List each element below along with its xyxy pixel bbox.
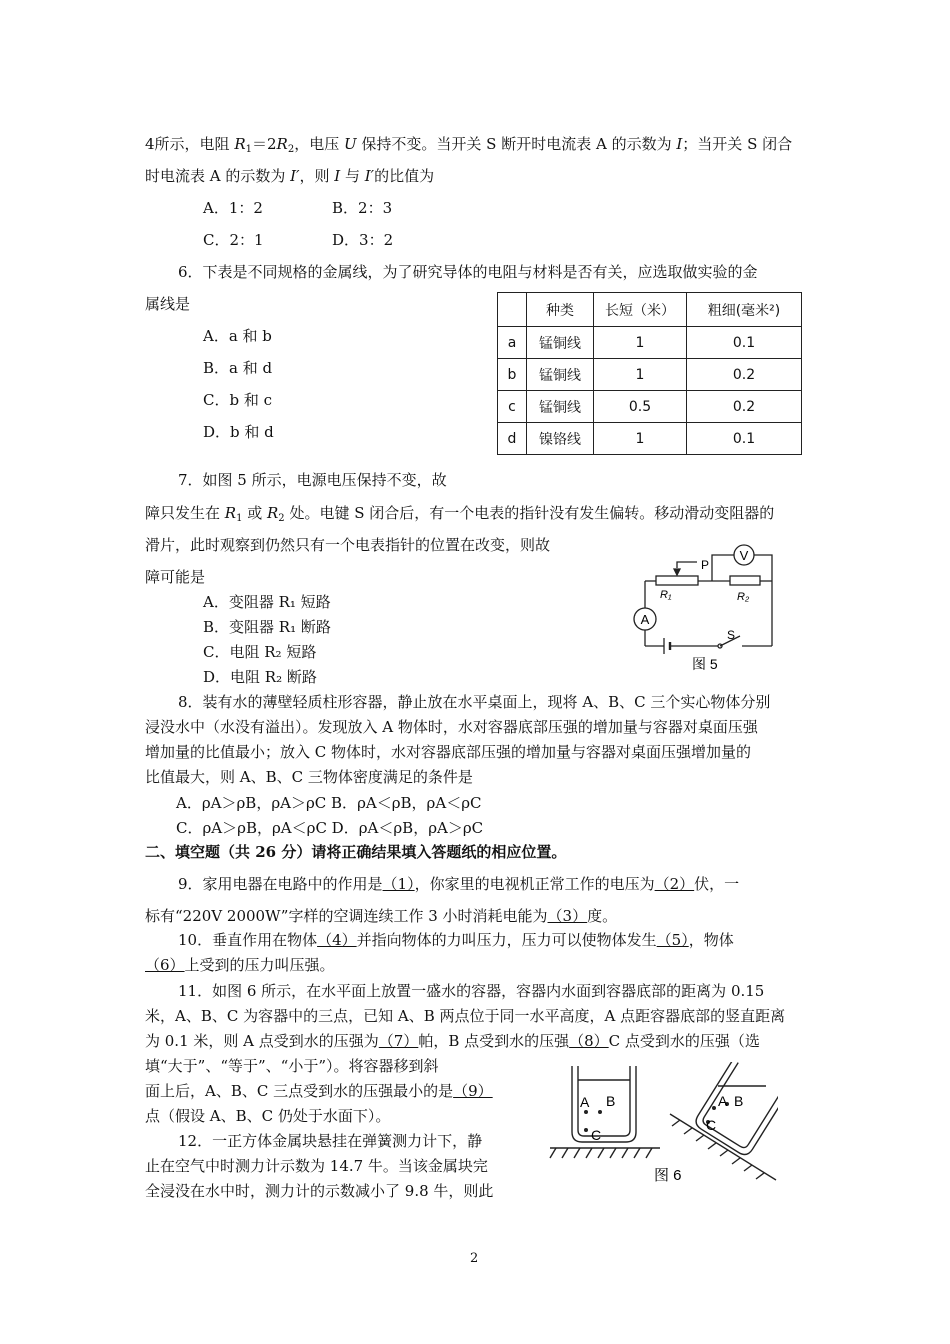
point-c-label: C [591, 1127, 602, 1143]
table-header-row [498, 293, 802, 327]
q7-option-a: A．变阻器 R₁ 短路 [203, 593, 331, 611]
table-header-cell [498, 293, 527, 327]
q12-line3: 全浸没在水中时，测力计的示数减小了 9.8 牛，则此 [145, 1182, 494, 1200]
section-2-title: 二、填空题（共 26 分）请将正确结果填入答题纸的相应位置。 [145, 843, 567, 861]
figure-6-containers [548, 1062, 778, 1187]
table-cell: a [498, 327, 527, 359]
table-row [498, 423, 802, 455]
table-cell: 镍铬线 [527, 423, 594, 455]
blank-8: （8） [569, 1032, 609, 1050]
q8-line3: 增加量的比值最小；放入 C 物体时，水对容器底部压强的增加量与容器对桌面压强增加量的 [145, 743, 752, 761]
blank-6: （6） [145, 956, 185, 974]
q5-line2: 时电流表 A 的示数为 I′，则 I 与 I′的比值为 [145, 167, 435, 185]
q8-line1: 8．装有水的薄壁轻质柱形容器，静止放在水平桌面上，现将 A、B、C 三个实心物体分别 [178, 693, 771, 711]
table-cell: c [498, 391, 527, 423]
blank-7: （7） [378, 1032, 419, 1050]
point-b-label: B [606, 1093, 616, 1109]
table-cell: 1 [594, 359, 687, 391]
q7-line2: 障只发生在 $R_1$ 或 $R_2$ 处。电键 S 闭合后，有一个电表的指针没有发生偏转。移动滑动变阻器的 [145, 504, 775, 524]
q12-line2: 止在空气中时测力计示数为 14.7 牛。当该金属块完 [145, 1157, 488, 1175]
q8-line2: 浸没水中（水没有溢出）。发现放入 A 物体时，水对容器底部压强的增加量与容器对桌面压强 [145, 718, 758, 736]
table-cell: 0.2 [687, 391, 802, 423]
tilted-point-a-label: A [718, 1093, 728, 1109]
q9-line1: 9．家用电器在电路中的作用是（1），你家里的电视机正常工作的电压为（2）伏，一 [178, 875, 740, 893]
q11-line3: 为 0.1 米，则 A 点受到水的压强为（7）帕，B 点受到水的压强（8）C 点受到水的压强（选 [145, 1032, 760, 1050]
q5-option-b: B．2：3 [332, 199, 393, 217]
blank-1: （1） [382, 875, 415, 893]
q7-option-c: C．电阻 R₂ 短路 [203, 643, 317, 661]
figure-5-circuit [620, 538, 790, 678]
blank-2: （2） [654, 875, 695, 893]
slider-label: P [701, 558, 710, 572]
table-cell: 锰铜线 [527, 391, 594, 423]
q6-option-a: A．a 和 b [203, 327, 272, 345]
q5-line1: 4所示，电阻 $R_1=2R_2$，电压 U 保持不变。当开关 S 断开时电流表 A 的示数为 I；当开关 S 闭合 [145, 135, 793, 155]
table-row [498, 327, 802, 359]
table-cell: 锰铜线 [527, 359, 594, 391]
tilted-point-b-label: B [734, 1093, 744, 1109]
q8-option-cd: C．ρA＞ρB，ρA＜ρC D．ρA＜ρB，ρA＞ρC [176, 819, 484, 837]
blank-3: （3） [547, 907, 588, 925]
q8-option-ab: A．ρA＞ρB，ρA＞ρC B．ρA＜ρB，ρA＜ρC [176, 794, 482, 812]
tilted-container [693, 1062, 778, 1158]
q7-line1: 7．如图 5 所示，电源电压保持不变，故 [178, 471, 447, 489]
q10-line2: （6）上受到的压力叫压强。 [145, 956, 335, 974]
r2-resistor [730, 576, 760, 585]
table-cell: 1 [594, 423, 687, 455]
table-cell: 0.2 [687, 359, 802, 391]
r1-label: R₁ [660, 589, 672, 601]
table-row [498, 359, 802, 391]
inclined-plane [670, 1114, 776, 1180]
q7-line4: 障可能是 [145, 568, 206, 586]
q6-option-c: C．b 和 c [203, 391, 273, 409]
q8-line4: 比值最大，则 A、B、C 三物体密度满足的条件是 [145, 768, 473, 786]
r2-label: R₂ [737, 591, 750, 603]
table-cell: 0.1 [687, 423, 802, 455]
ammeter-label: A [640, 612, 650, 627]
q6-line2: 属线是 [145, 295, 191, 313]
figure-5-label: 图 5 [692, 656, 718, 672]
q7-option-d: D．电阻 R₂ 断路 [203, 668, 317, 686]
switch-label: S [727, 628, 736, 642]
q6-line1: 6．下表是不同规格的金属线，为了研究导体的电阻与材料是否有关，应选取做实验的金 [178, 263, 758, 281]
q11-line5: 面上后，A、B、C 三点受到水的压强最小的是（9） [145, 1082, 493, 1100]
table-header-cell: 粗细(毫米²) [687, 293, 802, 327]
table-cell: 0.5 [594, 391, 687, 423]
tilted-point-c-label: C [706, 1117, 717, 1133]
q6-option-b: B．a 和 d [203, 359, 273, 377]
table-cell: b [498, 359, 527, 391]
table-cell: 0.1 [687, 327, 802, 359]
r1-resistor [656, 576, 698, 585]
table-header-cell: 长短（米） [594, 293, 687, 327]
q7-line3: 滑片，此时观察到仍然只有一个电表指针的位置在改变，则故 [145, 536, 551, 554]
blank-9: （9） [453, 1082, 493, 1100]
q7-option-b: B．变阻器 R₁ 断路 [203, 618, 331, 636]
q5-option-d: D．3：2 [332, 231, 394, 249]
q11-line6: 点（假设 A、B、C 仍处于水面下）。 [145, 1107, 391, 1125]
table-cell: d [498, 423, 527, 455]
metal-wire-table [497, 292, 802, 455]
point-a-label: A [580, 1094, 590, 1110]
q9-line2: 标有“220V 2000W”字样的空调连续工作 3 小时消耗电能为（3）度。 [145, 907, 618, 925]
q11-line4: 填“大于”、“等于”、“小于”）。将容器移到斜 [145, 1057, 439, 1075]
q11-line2: 米，A、B、C 为容器中的三点，已知 A、B 两点位于同一水平高度，A 点距容器底部的竖直距离 [145, 1007, 786, 1025]
blank-4: （4） [317, 931, 357, 949]
q12-line1: 12．一正方体金属块悬挂在弹簧测力计下，静 [178, 1132, 483, 1150]
voltmeter-label: V [739, 548, 749, 563]
figure-6-label: 图 6 [654, 1167, 682, 1184]
table-cell: 锰铜线 [527, 327, 594, 359]
table-row [498, 391, 802, 423]
page-number: 2 [470, 1251, 479, 1266]
table-cell: 1 [594, 327, 687, 359]
q11-line1: 11．如图 6 所示，在水平面上放置一盛水的容器，容器内水面到容器底部的距离为 0.15 [178, 982, 765, 1000]
q6-option-d: D．b 和 d [203, 423, 274, 441]
q5-option-c: C．2：1 [203, 231, 264, 249]
table-header-cell: 种类 [527, 293, 594, 327]
q10-line1: 10．垂直作用在物体（4）并指向物体的力叫压力，压力可以使物体发生（5），物体 [178, 931, 734, 949]
q5-option-a: A．1：2 [203, 199, 263, 217]
blank-5: （5） [656, 931, 689, 949]
